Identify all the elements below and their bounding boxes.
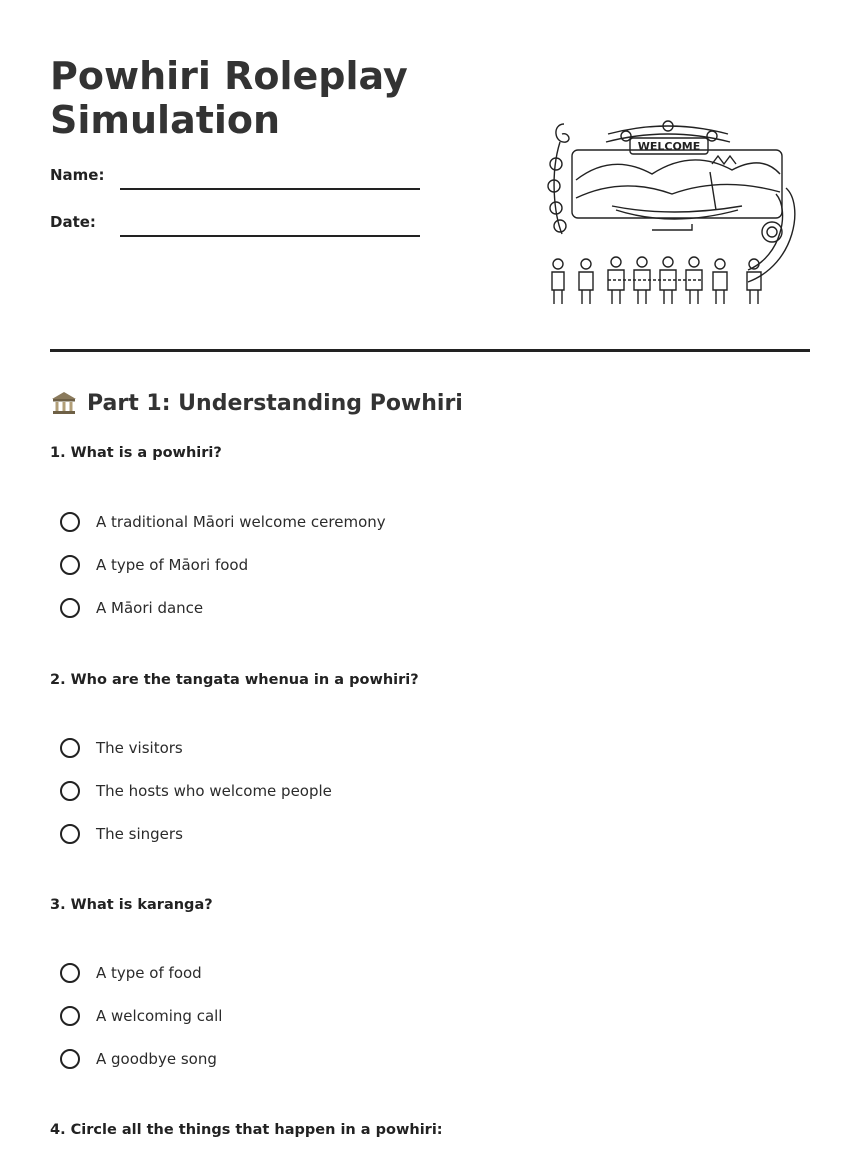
option-label: The hosts who welcome people bbox=[96, 782, 332, 800]
radio-circle[interactable] bbox=[60, 598, 80, 618]
page-title: Powhiri Roleplay Simulation bbox=[50, 54, 408, 142]
option-label: A goodbye song bbox=[96, 1050, 217, 1068]
radio-circle[interactable] bbox=[60, 738, 80, 758]
q3-option-3[interactable] bbox=[60, 1047, 217, 1071]
name-line[interactable] bbox=[120, 188, 420, 190]
option-label: A type of Māori food bbox=[96, 556, 249, 574]
q2-option-2[interactable] bbox=[60, 779, 332, 803]
option-label: A Māori dance bbox=[96, 599, 204, 617]
q2-option-1[interactable] bbox=[60, 736, 183, 760]
q3-option-2[interactable] bbox=[60, 1004, 222, 1028]
option-label: The singers bbox=[96, 825, 183, 843]
q1-option-3[interactable] bbox=[60, 596, 203, 620]
q2-option-3[interactable] bbox=[60, 822, 183, 846]
option-label: A type of food bbox=[96, 964, 202, 982]
option-label: The visitors bbox=[96, 739, 183, 757]
radio-circle[interactable] bbox=[60, 781, 80, 801]
question-1: 1. What is a powhiri? bbox=[50, 445, 222, 461]
classical-building-icon bbox=[50, 389, 78, 417]
question-3: 3. What is karanga? bbox=[50, 897, 213, 913]
q1-option-1[interactable] bbox=[60, 510, 386, 534]
date-line[interactable] bbox=[120, 235, 420, 237]
date-label: Date: bbox=[50, 213, 96, 231]
q3-option-1[interactable] bbox=[60, 961, 202, 985]
radio-circle[interactable] bbox=[60, 963, 80, 983]
radio-circle[interactable] bbox=[60, 1049, 80, 1069]
part1-heading-text: Part 1: Understanding Powhiri bbox=[87, 390, 463, 416]
question-2: 2. Who are the tangata whenua in a powhiri? bbox=[50, 672, 419, 688]
date-field[interactable] bbox=[50, 213, 430, 243]
option-label: A traditional Māori welcome ceremony bbox=[96, 513, 386, 531]
welcome-ceremony-illustration bbox=[542, 114, 800, 318]
option-label: A welcoming call bbox=[96, 1007, 223, 1025]
question-4: 4. Circle all the things that happen in a powhiri: bbox=[50, 1122, 443, 1138]
section-divider bbox=[50, 349, 810, 352]
name-label: Name: bbox=[50, 166, 105, 184]
name-field[interactable] bbox=[50, 166, 430, 196]
welcome-banner-text: WELCOME bbox=[637, 140, 701, 153]
part1-heading bbox=[50, 389, 463, 417]
q1-option-2[interactable] bbox=[60, 553, 248, 577]
radio-circle[interactable] bbox=[60, 1006, 80, 1026]
radio-circle[interactable] bbox=[60, 824, 80, 844]
radio-circle[interactable] bbox=[60, 555, 80, 575]
radio-circle[interactable] bbox=[60, 512, 80, 532]
